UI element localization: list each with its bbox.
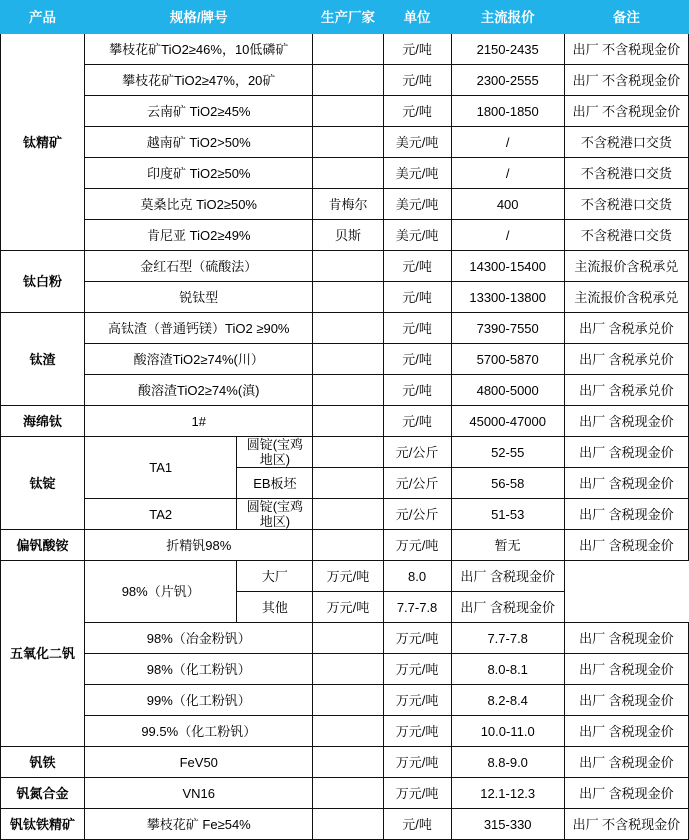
header-remark: 备注 [564,1,688,34]
cell-manufacturer [313,65,383,96]
cell-unit: 元/吨 [383,251,451,282]
cell-unit: 美元/吨 [383,158,451,189]
table-row [1,654,689,685]
header-spec: 规格/牌号 [85,1,313,34]
cell-price: 8.8-9.0 [451,747,564,778]
cell-unit: 元/公斤 [383,468,451,499]
cell-spec: 98%（片钒） [85,561,237,623]
table-row [1,685,689,716]
cell-manufacturer: 其他 [237,592,313,623]
cell-product: 海绵钛 [1,406,85,437]
header-price: 主流报价 [451,1,564,34]
cell-spec-detail: EB板坯 [237,468,313,499]
cell-manufacturer [313,158,383,189]
table-row [1,623,689,654]
cell-remark: 出厂 不含税现金价 [564,65,688,96]
cell-manufacturer [313,530,383,561]
cell-product: 钒钛铁精矿 [1,809,85,840]
header-row [1,1,689,34]
cell-remark: 出厂 不含税现金价 [564,34,688,65]
cell-remark: 出厂 含税现金价 [564,530,688,561]
table-row [1,313,689,344]
cell-price: 1800-1850 [451,96,564,127]
cell-remark: 出厂 含税现金价 [564,499,688,530]
cell-manufacturer [313,778,383,809]
cell-manufacturer [313,251,383,282]
table-header [1,1,689,34]
cell-unit: 万元/吨 [383,654,451,685]
cell-product: 五氧化二钒 [1,561,85,747]
cell-manufacturer [313,344,383,375]
cell-product: 钛锭 [1,437,85,530]
cell-remark: 不含税港口交货 [564,158,688,189]
cell-remark: 出厂 不含税现金价 [564,96,688,127]
cell-price: 7.7-7.8 [383,592,451,623]
table-row [1,344,689,375]
table-row [1,34,689,65]
cell-price: 5700-5870 [451,344,564,375]
cell-unit: 元/公斤 [383,437,451,468]
cell-remark: 出厂 含税现金价 [564,747,688,778]
cell-unit: 元/吨 [383,344,451,375]
table-row [1,530,689,561]
cell-unit: 万元/吨 [383,685,451,716]
cell-product: 偏钒酸铵 [1,530,85,561]
cell-price: 7.7-7.8 [451,623,564,654]
cell-product: 钛精矿 [1,34,85,251]
cell-spec: 印度矿 TiO2≥50% [85,158,313,189]
cell-unit: 美元/吨 [383,220,451,251]
cell-price: 8.0 [383,561,451,592]
cell-unit: 万元/吨 [383,623,451,654]
cell-spec: 越南矿 TiO2>50% [85,127,313,158]
table-row [1,96,689,127]
cell-price: / [451,158,564,189]
cell-manufacturer [313,654,383,685]
cell-price: 7390-7550 [451,313,564,344]
cell-price: 4800-5000 [451,375,564,406]
cell-manufacturer [313,96,383,127]
cell-manufacturer [313,406,383,437]
cell-price: 10.0-11.0 [451,716,564,747]
header-manufacturer: 生产厂家 [313,1,383,34]
cell-spec: VN16 [85,778,313,809]
cell-spec: 锐钛型 [85,282,313,313]
cell-price: 2300-2555 [451,65,564,96]
cell-spec: 99%（化工粉钒） [85,685,313,716]
cell-spec: 酸溶渣TiO2≥74%(滇) [85,375,313,406]
cell-remark: 不含税港口交货 [564,189,688,220]
cell-remark: 出厂 含税现金价 [451,592,564,623]
cell-product: 钛白粉 [1,251,85,313]
table-row [1,375,689,406]
cell-spec: 98%（化工粉钒） [85,654,313,685]
cell-remark: 出厂 含税现金价 [564,716,688,747]
cell-product: 钒铁 [1,747,85,778]
cell-remark: 出厂 含税现金价 [564,406,688,437]
table-row [1,499,689,530]
table-row [1,65,689,96]
cell-price: 8.0-8.1 [451,654,564,685]
cell-spec: 折精钒98% [85,530,313,561]
cell-manufacturer: 大厂 [237,561,313,592]
cell-spec-detail: 圆锭(宝鸡地区) [237,499,313,530]
cell-spec: TA1 [85,437,237,499]
cell-unit: 元/吨 [383,406,451,437]
cell-price: 暂无 [451,530,564,561]
cell-price: 45000-47000 [451,406,564,437]
cell-manufacturer [313,809,383,840]
cell-spec: 肯尼亚 TiO2≥49% [85,220,313,251]
table-row [1,809,689,840]
cell-spec: 金红石型（硫酸法） [85,251,313,282]
cell-price: / [451,127,564,158]
cell-remark: 不含税港口交货 [564,220,688,251]
cell-price: 14300-15400 [451,251,564,282]
table-row [1,158,689,189]
cell-product: 钛渣 [1,313,85,406]
cell-unit: 元/吨 [383,313,451,344]
cell-remark: 出厂 含税承兑价 [564,375,688,406]
table-row [1,406,689,437]
cell-unit: 元/吨 [383,96,451,127]
cell-price: 51-53 [451,499,564,530]
cell-spec: 莫桑比克 TiO2≥50% [85,189,313,220]
cell-price: 400 [451,189,564,220]
cell-price: 13300-13800 [451,282,564,313]
cell-manufacturer [313,282,383,313]
cell-remark: 出厂 含税承兑价 [564,344,688,375]
table-row [1,282,689,313]
table-row [1,251,689,282]
cell-remark: 出厂 含税现金价 [564,654,688,685]
cell-price: 315-330 [451,809,564,840]
cell-unit: 万元/吨 [383,747,451,778]
cell-remark: 出厂 含税现金价 [564,437,688,468]
cell-manufacturer: 贝斯 [313,220,383,251]
cell-unit: 元/吨 [383,375,451,406]
cell-manufacturer [313,468,383,499]
cell-manufacturer [313,623,383,654]
cell-remark: 主流报价含税承兑 [564,282,688,313]
cell-price: 52-55 [451,437,564,468]
cell-unit: 元/公斤 [383,499,451,530]
table-row [1,747,689,778]
cell-remark: 出厂 含税现金价 [564,468,688,499]
table-row [1,189,689,220]
cell-manufacturer: 肯梅尔 [313,189,383,220]
cell-spec: 酸溶渣TiO2≥74%(川） [85,344,313,375]
table-row [1,716,689,747]
cell-unit: 万元/吨 [383,778,451,809]
cell-manufacturer [313,127,383,158]
cell-manufacturer [313,437,383,468]
table-row [1,778,689,809]
cell-manufacturer [313,716,383,747]
cell-manufacturer [313,313,383,344]
cell-manufacturer [313,747,383,778]
cell-price: 8.2-8.4 [451,685,564,716]
cell-unit: 万元/吨 [383,716,451,747]
header-product: 产品 [1,1,85,34]
cell-unit: 万元/吨 [313,592,383,623]
cell-unit: 万元/吨 [313,561,383,592]
cell-unit: 元/吨 [383,34,451,65]
cell-spec: 攀枝花矿TiO2≥47%，20矿 [85,65,313,96]
cell-spec: TA2 [85,499,237,530]
cell-unit: 美元/吨 [383,127,451,158]
cell-remark: 不含税港口交货 [564,127,688,158]
cell-price: 56-58 [451,468,564,499]
cell-spec: FeV50 [85,747,313,778]
cell-manufacturer [313,375,383,406]
cell-spec: 攀枝花矿 Fe≥54% [85,809,313,840]
table-row [1,220,689,251]
table-row [1,437,689,468]
cell-remark: 主流报价含税承兑 [564,251,688,282]
table-row [1,127,689,158]
cell-unit: 元/吨 [383,809,451,840]
cell-price: 12.1-12.3 [451,778,564,809]
cell-remark: 出厂 含税现金价 [564,623,688,654]
cell-unit: 元/吨 [383,282,451,313]
cell-remark: 出厂 含税现金价 [564,685,688,716]
cell-spec: 高钛渣（普通钙镁）TiO2 ≥90% [85,313,313,344]
cell-manufacturer [313,34,383,65]
cell-price: 2150-2435 [451,34,564,65]
cell-product: 钒氮合金 [1,778,85,809]
header-unit: 单位 [383,1,451,34]
cell-unit: 万元/吨 [383,530,451,561]
cell-spec: 云南矿 TiO2≥45% [85,96,313,127]
cell-unit: 美元/吨 [383,189,451,220]
cell-unit: 元/吨 [383,65,451,96]
cell-remark: 出厂 含税现金价 [451,561,564,592]
cell-price: / [451,220,564,251]
table-body [1,34,689,840]
cell-remark: 出厂 不含税现金价 [564,809,688,840]
cell-spec: 98%（冶金粉钒） [85,623,313,654]
cell-remark: 出厂 含税承兑价 [564,313,688,344]
cell-spec: 99.5%（化工粉钒） [85,716,313,747]
table-row [1,561,689,592]
cell-spec-detail: 圆锭(宝鸡地区) [237,437,313,468]
cell-manufacturer [313,685,383,716]
cell-spec: 1# [85,406,313,437]
cell-manufacturer [313,499,383,530]
cell-remark: 出厂 含税现金价 [564,778,688,809]
cell-spec: 攀枝花矿TiO2≥46%，10低磷矿 [85,34,313,65]
